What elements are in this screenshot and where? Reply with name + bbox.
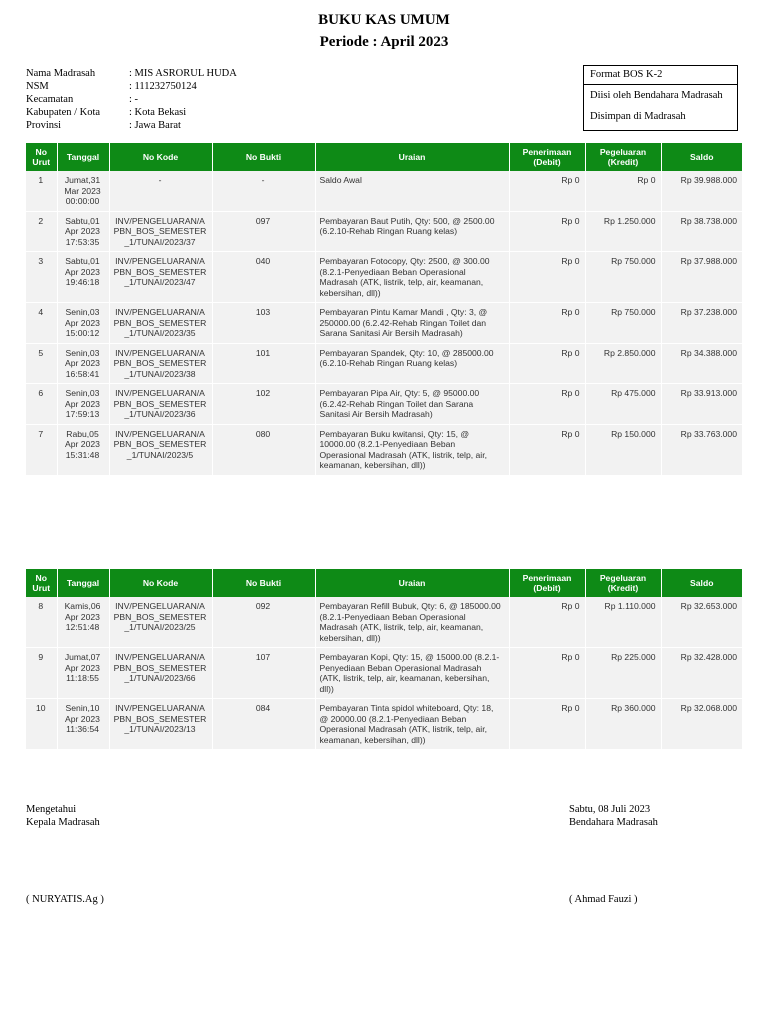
cell-debit: Rp 0	[509, 597, 585, 648]
table-row	[26, 597, 742, 648]
format-filled-by: Diisi oleh Bendahara Madrasah	[590, 90, 723, 101]
info-row-kabupaten	[26, 106, 237, 119]
cell-kredit: Rp 1.250.000	[585, 211, 661, 252]
cell-saldo: Rp 39.988.000	[661, 171, 742, 211]
cell-tanggal: Senin,10 Apr 2023 11:36:54	[57, 699, 109, 750]
info-value: : MIS ASRORUL HUDA	[129, 68, 237, 79]
info-row-nama	[26, 67, 237, 80]
table-row	[26, 424, 742, 475]
col-header-saldo: Saldo	[661, 569, 742, 597]
info-label: NSM	[26, 81, 49, 92]
col-header-kredit: Pegeluaran (Kredit)	[585, 569, 661, 597]
table-row	[26, 699, 742, 750]
col-header-no: No Urut	[26, 143, 57, 171]
col-header-kode: No Kode	[109, 569, 212, 597]
table-row	[26, 343, 742, 384]
info-label: Kabupaten / Kota	[26, 107, 101, 118]
cell-kode: INV/PENGELUARAN/APBN_BOS_SEMESTER_1/TUNAI/2023/66	[109, 648, 212, 699]
cell-no: 2	[26, 211, 57, 252]
cell-saldo: Rp 32.068.000	[661, 699, 742, 750]
treasurer-title: Bendahara Madrasah	[569, 817, 658, 828]
cell-saldo: Rp 37.988.000	[661, 252, 742, 303]
cell-uraian: Pembayaran Pipa Air, Qty: 5, @ 95000.00 (6.2.42-Rehab Ringan Toilet dan Sarana Sanitasi Air Bersih Madrasah)	[315, 384, 509, 425]
cell-kredit: Rp 475.000	[585, 384, 661, 425]
table-row	[26, 384, 742, 425]
cell-kode: INV/PENGELUARAN/APBN_BOS_SEMESTER_1/TUNAI/2023/38	[109, 343, 212, 384]
col-header-tanggal: Tanggal	[57, 569, 109, 597]
signature-left	[26, 803, 100, 829]
cell-debit: Rp 0	[509, 343, 585, 384]
info-label: Kecamatan	[26, 94, 74, 105]
cell-bukti: 107	[212, 648, 315, 699]
table-row	[26, 648, 742, 699]
cell-kredit: Rp 225.000	[585, 648, 661, 699]
cell-no: 7	[26, 424, 57, 475]
cell-tanggal: Jumat,07 Apr 2023 11:18:55	[57, 648, 109, 699]
col-header-no: No Urut	[26, 569, 57, 597]
cell-uraian: Pembayaran Tinta spidol whiteboard, Qty: 18, @ 20000.00 (8.2.1-Penyediaan Beban Operasional Madrasah (ATK, listrik, telp, air, keamanan, kebersihan, dll))	[315, 699, 509, 750]
cell-kredit: Rp 750.000	[585, 252, 661, 303]
signature-date: Sabtu, 08 Juli 2023	[569, 804, 651, 815]
cell-kode: INV/PENGELUARAN/APBN_BOS_SEMESTER_1/TUNAI/2023/47	[109, 252, 212, 303]
cell-debit: Rp 0	[509, 699, 585, 750]
cell-debit: Rp 0	[509, 648, 585, 699]
cell-uraian: Saldo Awal	[315, 171, 509, 211]
format-box	[583, 65, 738, 131]
cell-no: 6	[26, 384, 57, 425]
info-label: Provinsi	[26, 120, 62, 131]
cell-tanggal: Sabtu,01 Apr 2023 17:53:35	[57, 211, 109, 252]
cell-no: 10	[26, 699, 57, 750]
cell-kredit: Rp 360.000	[585, 699, 661, 750]
info-row-kecamatan	[26, 93, 237, 106]
cell-tanggal: Senin,03 Apr 2023 17:59:13	[57, 384, 109, 425]
cell-uraian: Pembayaran Spandek, Qty: 10, @ 285000.00 (6.2.10-Rehab Ringan Ruang kelas)	[315, 343, 509, 384]
col-header-saldo: Saldo	[661, 143, 742, 171]
cell-bukti: -	[212, 171, 315, 211]
cell-tanggal: Kamis,06 Apr 2023 12:51:48	[57, 597, 109, 648]
cell-tanggal: Senin,03 Apr 2023 15:00:12	[57, 303, 109, 344]
cell-bukti: 097	[212, 211, 315, 252]
cell-bukti: 102	[212, 384, 315, 425]
col-header-uraian: Uraian	[315, 569, 509, 597]
cell-saldo: Rp 33.913.000	[661, 384, 742, 425]
cell-bukti: 103	[212, 303, 315, 344]
cell-tanggal: Senin,03 Apr 2023 16:58:41	[57, 343, 109, 384]
cell-bukti: 101	[212, 343, 315, 384]
info-label: Nama Madrasah	[26, 68, 96, 79]
format-code: Format BOS K-2	[584, 66, 737, 85]
cell-saldo: Rp 32.428.000	[661, 648, 742, 699]
col-header-kredit: Pegeluaran (Kredit)	[585, 143, 661, 171]
cell-debit: Rp 0	[509, 211, 585, 252]
cell-no: 8	[26, 597, 57, 648]
cell-kode: -	[109, 171, 212, 211]
cell-kode: INV/PENGELUARAN/APBN_BOS_SEMESTER_1/TUNAI/2023/13	[109, 699, 212, 750]
col-header-tanggal: Tanggal	[57, 143, 109, 171]
table-header-row	[26, 569, 742, 597]
cell-uraian: Pembayaran Fotocopy, Qty: 2500, @ 300.00 (8.2.1-Penyediaan Beban Operasional Madrasah (ATK, listrik, telp, air, keamanan, kebersihan, dll))	[315, 252, 509, 303]
col-header-bukti: No Bukti	[212, 143, 315, 171]
cell-bukti: 084	[212, 699, 315, 750]
table-row	[26, 211, 742, 252]
acknowledge-label: Mengetahui	[26, 804, 77, 815]
headmaster-title: Kepala Madrasah	[26, 817, 100, 828]
cell-tanggal: Jumat,31 Mar 2023 00:00:00	[57, 171, 109, 211]
table-header-row	[26, 143, 742, 171]
cell-saldo: Rp 33.763.000	[661, 424, 742, 475]
info-value: : -	[129, 94, 139, 105]
report-title: BUKU KAS UMUM	[318, 12, 450, 28]
table-row	[26, 171, 742, 211]
cell-kode: INV/PENGELUARAN/APBN_BOS_SEMESTER_1/TUNAI/2023/25	[109, 597, 212, 648]
cell-no: 9	[26, 648, 57, 699]
col-header-kode: No Kode	[109, 143, 212, 171]
info-value: : Kota Bekasi	[129, 107, 187, 118]
cell-kode: INV/PENGELUARAN/APBN_BOS_SEMESTER_1/TUNAI/2023/37	[109, 211, 212, 252]
cell-debit: Rp 0	[509, 171, 585, 211]
cell-debit: Rp 0	[509, 424, 585, 475]
cell-no: 3	[26, 252, 57, 303]
signature-right	[569, 803, 658, 829]
ledger-table-1	[26, 143, 742, 476]
cell-kredit: Rp 750.000	[585, 303, 661, 344]
col-header-uraian: Uraian	[315, 143, 509, 171]
cell-no: 4	[26, 303, 57, 344]
cell-kode: INV/PENGELUARAN/APBN_BOS_SEMESTER_1/TUNAI/2023/5	[109, 424, 212, 475]
ledger-table-2	[26, 569, 742, 750]
table-row	[26, 252, 742, 303]
cell-kode: INV/PENGELUARAN/APBN_BOS_SEMESTER_1/TUNAI/2023/35	[109, 303, 212, 344]
cell-uraian: Pembayaran Pintu Kamar Mandi , Qty: 3, @ 250000.00 (6.2.42-Rehab Ringan Toilet dan Sarana Sanitasi Air Bersih Madrasah)	[315, 303, 509, 344]
cell-uraian: Pembayaran Baut Putih, Qty: 500, @ 2500.00 (6.2.10-Rehab Ringan Ruang kelas)	[315, 211, 509, 252]
cell-uraian: Pembayaran Refill Bubuk, Qty: 6, @ 185000.00 (8.2.1-Penyediaan Beban Operasional Madrasah (ATK, listrik, telp, air, keamanan, kebersihan, dll))	[315, 597, 509, 648]
col-header-debit: Penerimaan (Debit)	[509, 143, 585, 171]
cell-uraian: Pembayaran Buku kwitansi, Qty: 15, @ 10000.00 (8.2.1-Penyediaan Beban Operasional Madrasah (ATK, listrik, telp, air, keamanan, kebersihan, dll))	[315, 424, 509, 475]
col-header-debit: Penerimaan (Debit)	[509, 569, 585, 597]
info-row-provinsi	[26, 119, 237, 132]
cell-saldo: Rp 38.738.000	[661, 211, 742, 252]
cell-saldo: Rp 34.388.000	[661, 343, 742, 384]
info-value: : Jawa Barat	[129, 120, 181, 131]
cell-tanggal: Rabu,05 Apr 2023 15:31:48	[57, 424, 109, 475]
cell-kredit: Rp 150.000	[585, 424, 661, 475]
cell-debit: Rp 0	[509, 384, 585, 425]
cell-kredit: Rp 2.850.000	[585, 343, 661, 384]
col-header-bukti: No Bukti	[212, 569, 315, 597]
info-value: : 111232750124	[129, 81, 197, 92]
cell-kredit: Rp 1.110.000	[585, 597, 661, 648]
table-row	[26, 303, 742, 344]
treasurer-name: ( Ahmad Fauzi )	[569, 894, 638, 905]
cell-bukti: 040	[212, 252, 315, 303]
cell-kredit: Rp 0	[585, 171, 661, 211]
school-info	[26, 67, 237, 132]
cell-saldo: Rp 32.653.000	[661, 597, 742, 648]
cell-debit: Rp 0	[509, 303, 585, 344]
format-stored-at: Disimpan di Madrasah	[590, 111, 686, 122]
cell-bukti: 092	[212, 597, 315, 648]
cell-tanggal: Sabtu,01 Apr 2023 19:46:18	[57, 252, 109, 303]
info-row-nsm	[26, 80, 237, 93]
cell-debit: Rp 0	[509, 252, 585, 303]
cell-no: 5	[26, 343, 57, 384]
headmaster-name: ( NURYATIS.Ag )	[26, 894, 104, 905]
cell-no: 1	[26, 171, 57, 211]
report-period: Periode : April 2023	[319, 34, 449, 50]
cell-saldo: Rp 37.238.000	[661, 303, 742, 344]
cell-uraian: Pembayaran Kopi, Qty: 15, @ 15000.00 (8.2.1-Penyediaan Beban Operasional Madrasah (ATK, listrik, telp, air, keamanan, kebersihan, dll))	[315, 648, 509, 699]
cell-bukti: 080	[212, 424, 315, 475]
cell-kode: INV/PENGELUARAN/APBN_BOS_SEMESTER_1/TUNAI/2023/36	[109, 384, 212, 425]
